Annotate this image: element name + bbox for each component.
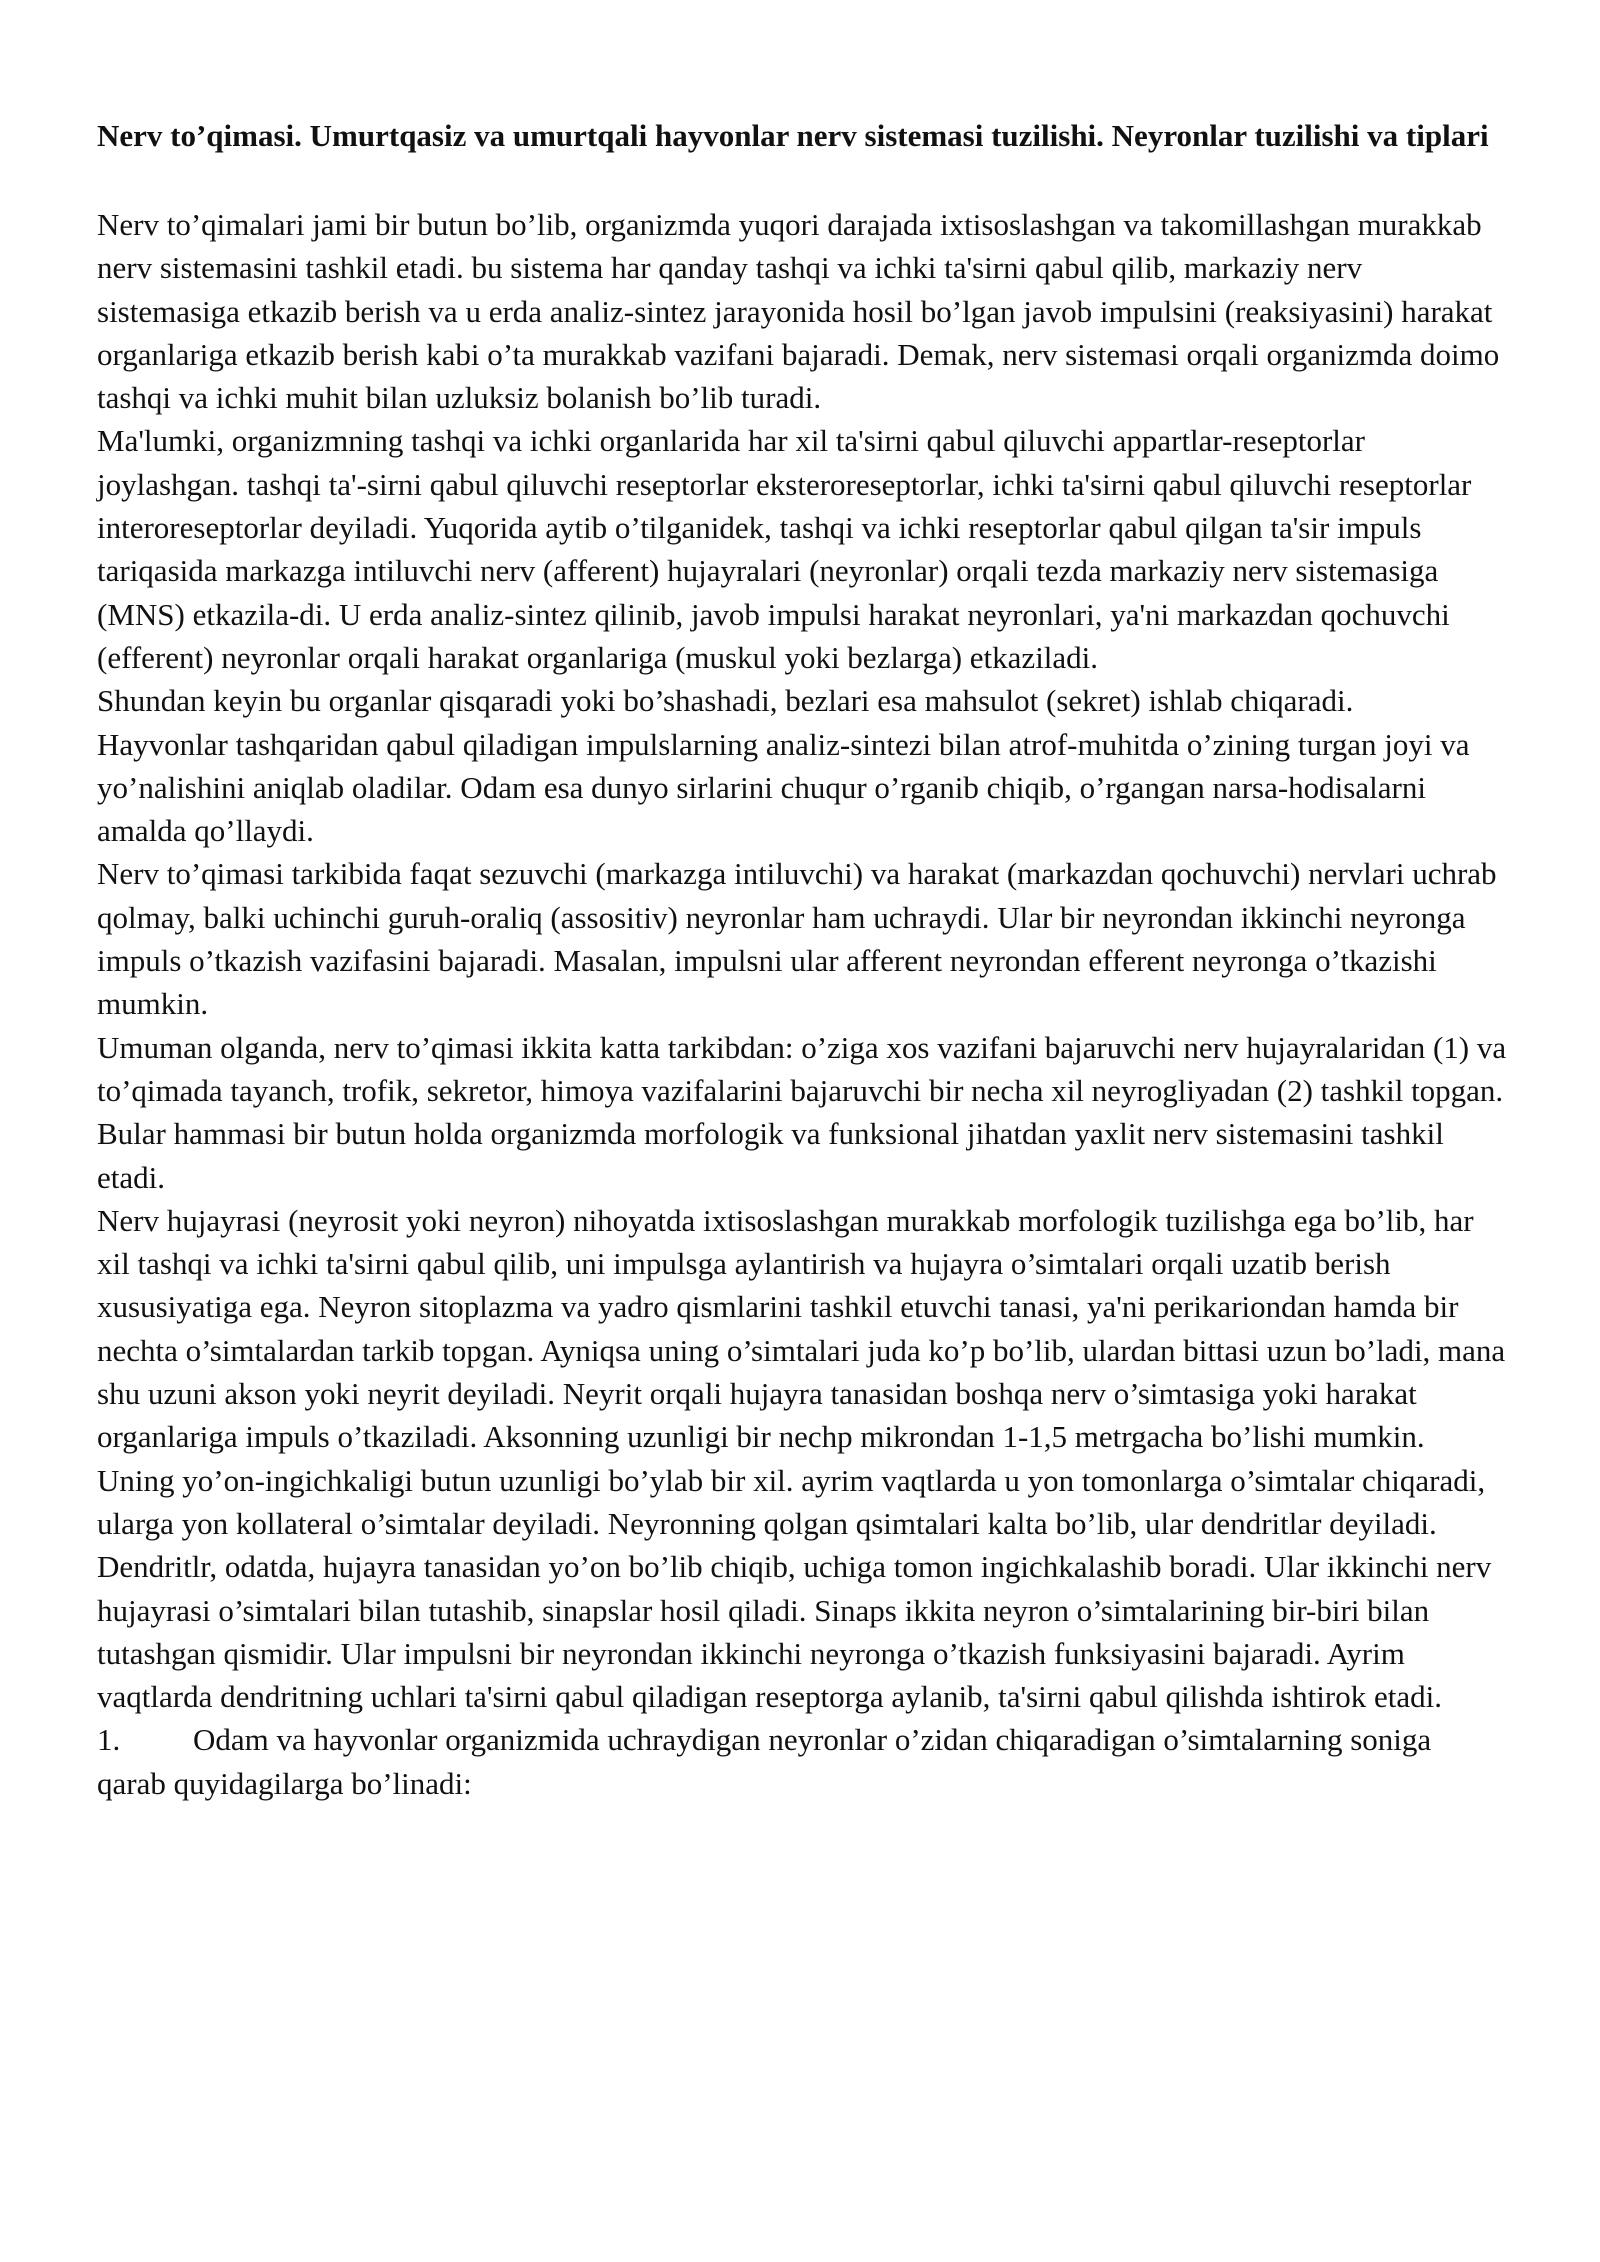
paragraph-orientation: Hayvonlar tashqaridan qabul qiladigan impulslarning analiz-sintezi bilan atrof-muhitda o’zining turgan joyi va yo’nalishini aniqlab oladilar. Odam esa dunyo sirlarini chuqur o’rganib chiqib, o’rgangan narsa-hodisalarni amalda qo’llaydi. xyxy=(97,726,1470,849)
document-body xyxy=(97,114,1507,1805)
paragraph-receptors: Ma'lumki, organizmning tashqi va ichki organlarida har xil ta'sirni qabul qiluvchi appartlar-reseptorlar joylashgan. tashqi ta'-sirni qabul qiluvchi reseptorlar eksteroreseptorlar, ichki ta'sirni qabul qiluvchi reseptorlar interoreseptorlar deyiladi. Yuqorida aytib o’tilganidek, tashqi va ichki reseptorlar qabul qilgan ta'sir impuls tariqasida markazga intiluvchi nerv (afferent) hujayralari (neyronlar) orqali tezda markaziy nerv sistemasiga (MNS) etkazila-di. U erda analiz-sintez qilinib, javob impulsi harakat neyronlari, ya'ni markazdan qochuvchi (efferent) neyronlar orqali harakat organlariga (muskul yoki bezlarga) etkaziladi. xyxy=(97,423,1472,675)
paragraph-organs-response: Shundan keyin bu organlar qisqaradi yoki bo’shashadi, bezlari esa mahsulot (sekret) ishlab chiqaradi. xyxy=(97,683,1354,719)
document-title: Nerv to’qimasi. Umurtqasiz va umurtqali hayvonlar nerv sistemasi tuzilishi. Neyronlar tuzilishi va tiplari xyxy=(97,118,1489,153)
paragraph-tissue-composition: Umuman olganda, nerv to’qimasi ikkita katta tarkibdan: o’ziga xos vazifani bajaruvchi nerv hujayralaridan (1) va to’qimada tayanch, trofik, sekretor, himoya vazifalarini bajaruvchi bir necha xil neyrogliyadan (2) tashkil topgan. Bular hammasi bir butun holda organizmda morfologik va funksional jihatdan yaxlit nerv sistemasini tashkil etadi. xyxy=(97,1029,1507,1195)
numbered-list-item xyxy=(97,1718,1507,1805)
title-spacer xyxy=(97,158,1507,203)
paragraph-neuron-structure: Nerv hujayrasi (neyrosit yoki neyron) nihoyatda ixtisoslashgan murakkab morfologik tuzilishga ega bo’lib, har xil tashqi va ichki ta'sirni qabul qilib, uni impulsga aylantirish va hujayra o’simtalari orqali uzatib berish xususiyatiga ega. Neyron sitoplazma va yadro qismlarini tashkil etuvchi tanasi, ya'ni perikariondan hamda bir nechta o’simtalardan tarkib topgan. Ayniqsa uning o’simtalari juda ko’p bo’lib, ulardan bittasi uzun bo’ladi, mana shu uzuni akson yoki neyrit deyiladi. Neyrit orqali hujayra tanasidan boshqa nerv o’simtasiga yoki harakat organlariga impuls o’tkaziladi. Aksonning uzunligi bir nechp mikrondan 1-1,5 metrgacha bo’lishi mumkin. Uning yo’on-ingichkaligi butun uzunligi bo’ylab bir xil. ayrim vaqtlarda u yon tomonlarga o’simtalar chiqaradi, ularga yon kollateral o’simtalar deyiladi. Neyronning qolgan qsimtalari kalta bo’lib, ular dendritlar deyiladi. Dendritlr, odatda, hujayra tanasidan yo’on bo’lib chiqib, uchiga tomon ingichkalashib boradi. Ular ikkinchi nerv hujayrasi o’simtalari bilan tutashib, sinapslar hosil qiladi. Sinaps ikkita neyron o’simtalarining bir-biri bilan tutashgan qismidir. Ular impulsni bir neyrondan ikkinchi neyronga o’tkazish funksiyasini bajaradi. Ayrim vaqtlarda dendritning uchlari ta'sirni qabul qiladigan reseptorga aylanib, ta'sirni qabul qilishda ishtirok etadi. xyxy=(97,1202,1506,1715)
paragraph-associative-neurons: Nerv to’qimasi tarkibida faqat sezuvchi (markazga intiluvchi) va harakat (markazdan qochuvchi) nervlari uchrab qolmay, balki uchinchi guruh-oraliq (assositiv) neyronlar ham uchraydi. Ular bir neyrondan ikkinchi neyronga impuls o’tkazish vazifasini bajaradi. Masalan, impulsni ular afferent neyrondan efferent neyronga o’tkazishi mumkin. xyxy=(97,856,1497,1022)
paragraph-nerve-tissue-intro: Nerv to’qimalari jami bir butun bo’lib, organizmda yuqori darajada ixtisoslashgan va takomillashgan murakkab nerv sistemasini tashkil etadi. bu sistema har qanday tashqi va ichki ta'sirni qabul qilib, markaziy nerv sistemasiga etkazib berish va u erda analiz-sintez jarayonida hosil bo’lgan javob impulsini (reaksiyasini) harakat organlariga etkazib berish kabi o’ta murakkab vazifani bajaradi. Demak, nerv sistemasi orqali organizmda doimo tashqi va ichki muhit bilan uzluksiz bolanish bo’lib turadi. xyxy=(97,207,1500,416)
list-item-text: Odam va hayvonlar organizmida uchraydigan neyronlar o’zidan chiqaradigan o’simtalarning soniga qarab quyidagilarga bo’linadi: xyxy=(97,1722,1432,1801)
list-item-number: 1. xyxy=(97,1722,121,1758)
